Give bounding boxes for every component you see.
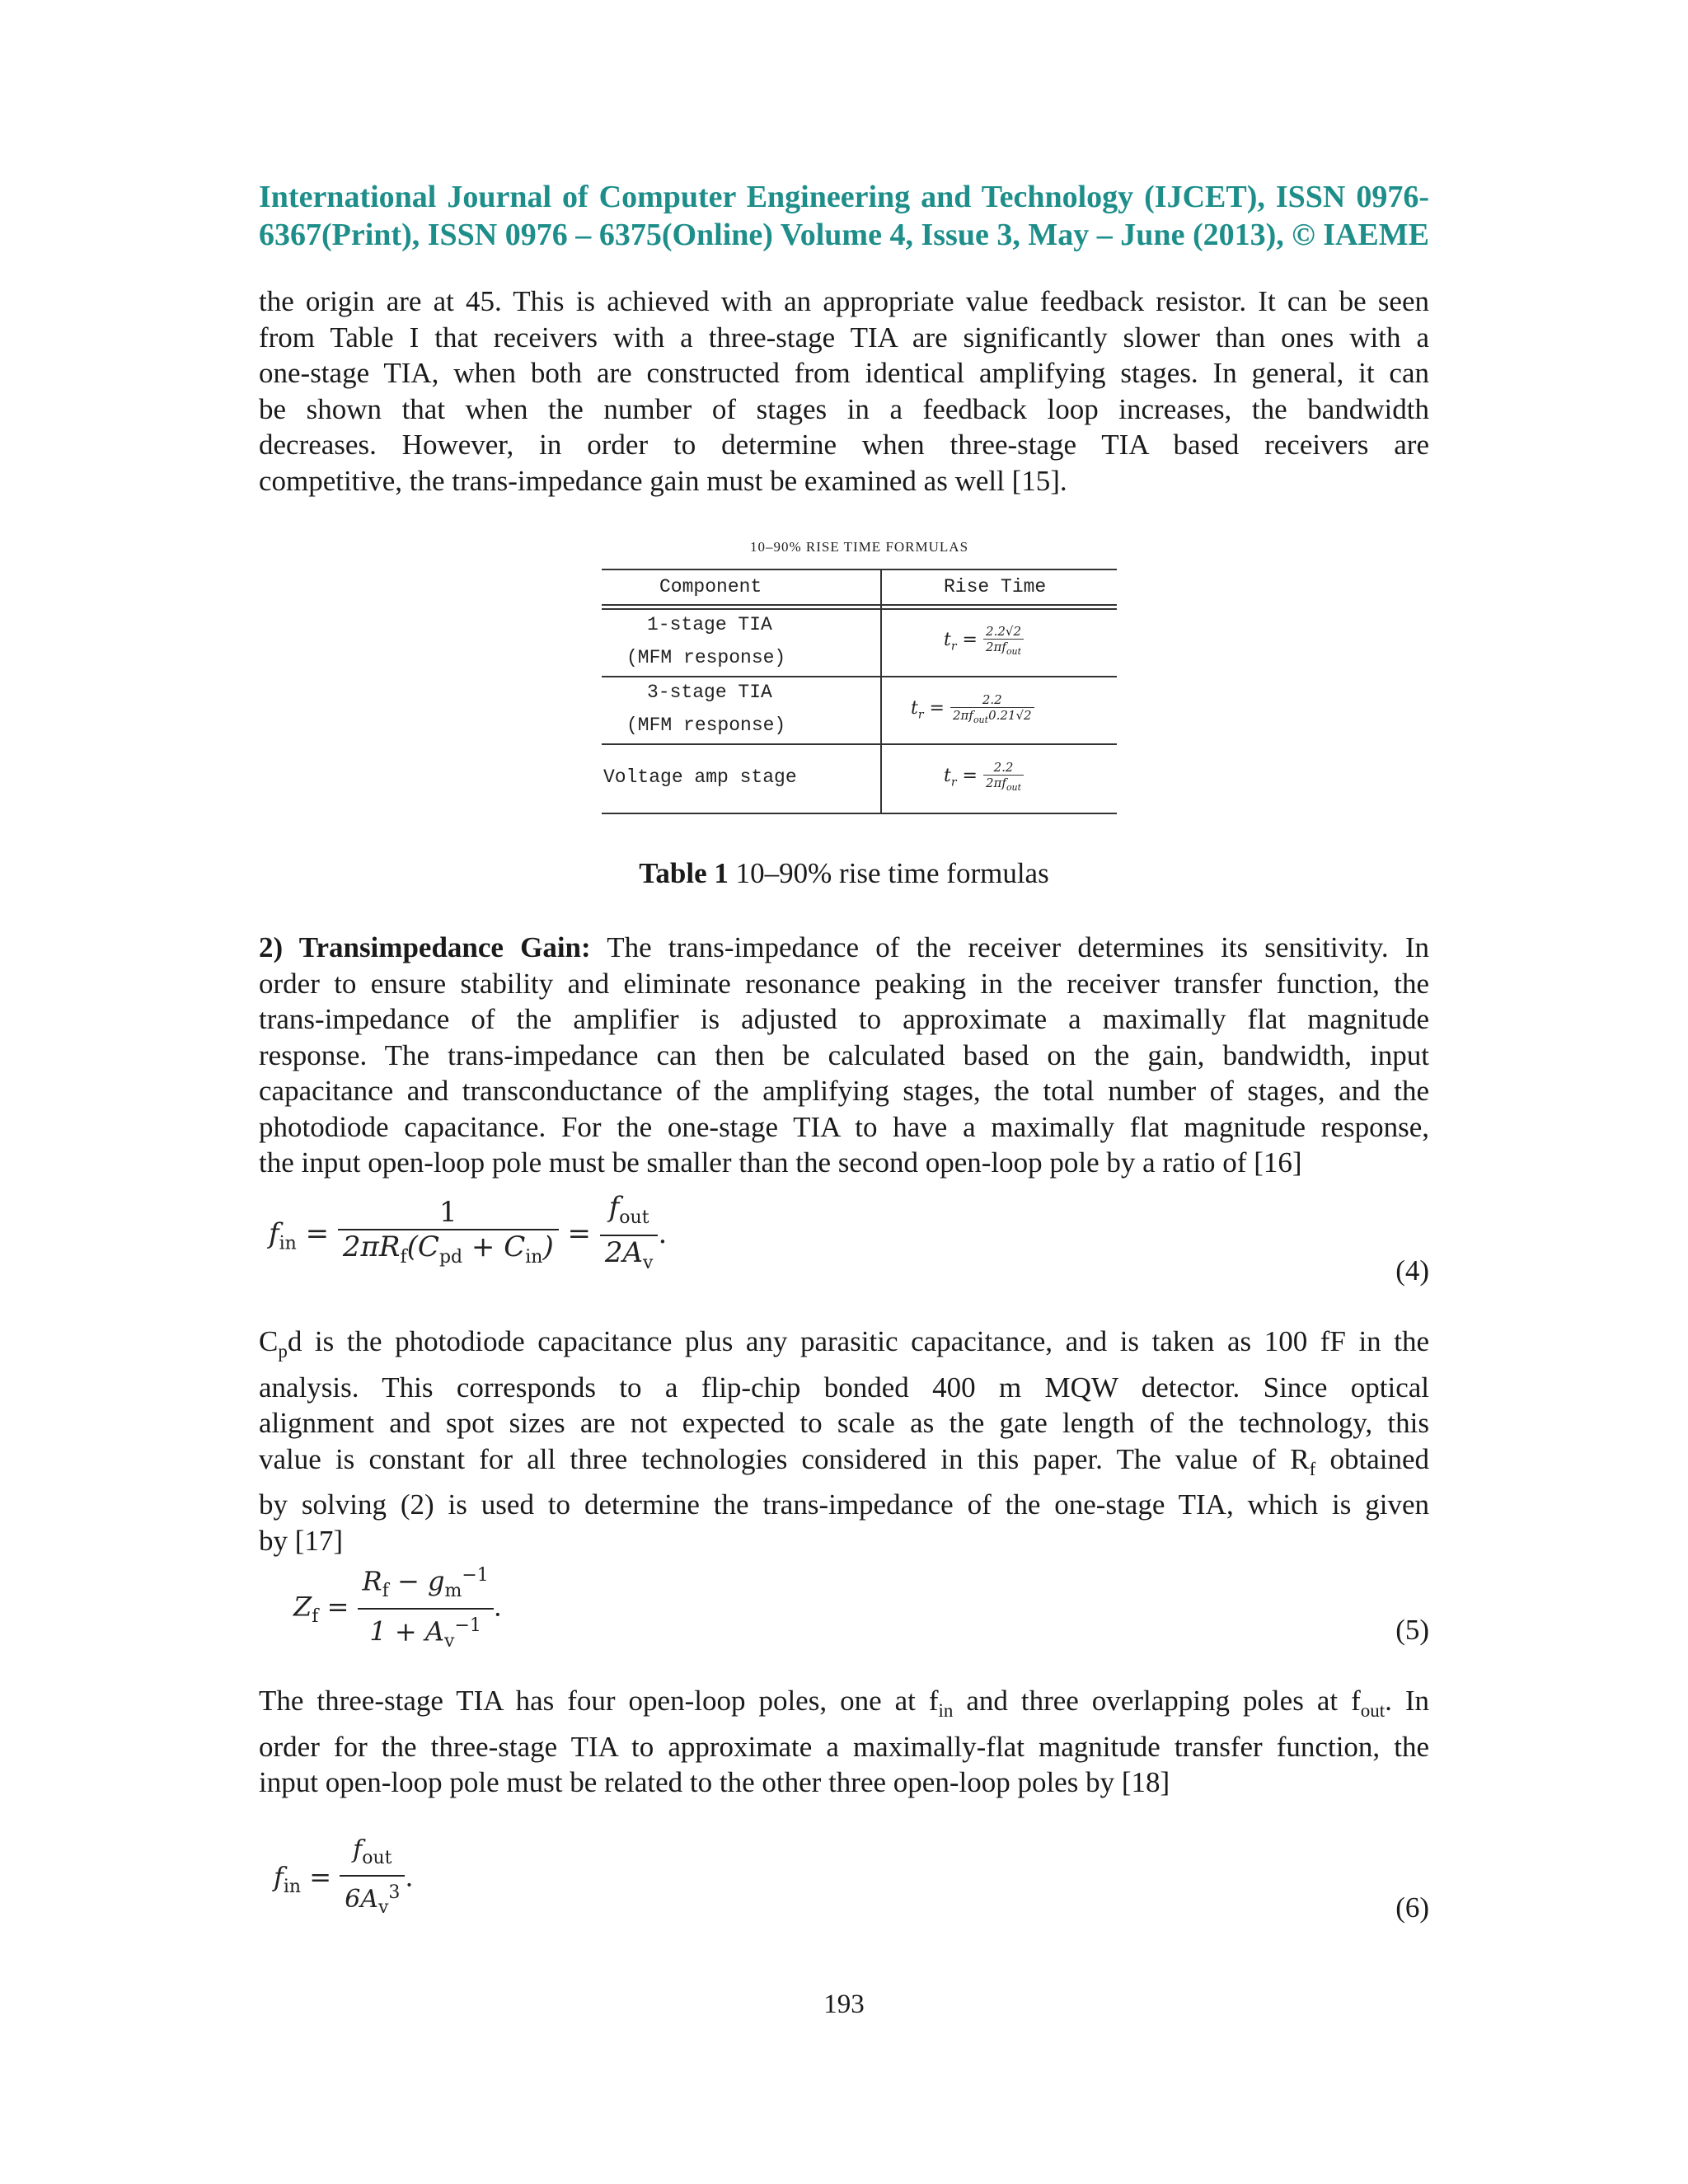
num-sub: m	[444, 1581, 462, 1602]
para-line: by solving (2) is used to determine the trans-impedance of the one-stage TIA, which is given	[259, 1488, 1429, 1521]
table-cell-component: (MFM response)	[626, 715, 786, 736]
den-main: 2πf	[985, 776, 1006, 790]
para-line: order for the three-stage TIA to approximate a maximally-flat magnitude transfer function, the	[259, 1730, 1429, 1763]
eq-fraction	[338, 1196, 559, 1274]
table-column-rule	[880, 569, 882, 814]
section-transimpedance-gain	[259, 930, 1429, 1181]
den-part: 6A	[345, 1885, 378, 1914]
equation-number-4: (4)	[1395, 1254, 1429, 1286]
den-part: )	[542, 1230, 554, 1264]
eq-numerator	[600, 1191, 659, 1236]
eq-numerator: 1	[338, 1196, 559, 1230]
den-part: 2A	[604, 1235, 644, 1269]
den-sub: v	[444, 1631, 455, 1652]
formula-lhs: t	[944, 630, 951, 650]
intro-line: decreases. However, in order to determine when three-stage TIA based receivers are	[259, 429, 1429, 461]
num-part: − g	[388, 1565, 445, 1597]
formula-sub: r	[917, 708, 924, 722]
formula-numerator: 2.2√2	[983, 624, 1024, 640]
formula-fraction	[983, 624, 1024, 657]
intro-line: the origin are at 45. This is achieved with an appropriate value feedback resistor. It can be seen	[259, 285, 1429, 317]
table-cell-component: 1-stage TIA	[647, 614, 772, 635]
table-row-rule	[602, 743, 1117, 745]
cpd-symbol: C	[259, 1325, 279, 1357]
num-sub: out	[619, 1207, 649, 1228]
para-line-text: . In	[1385, 1685, 1430, 1717]
formula-denominator	[983, 776, 1024, 793]
table-caption	[259, 857, 1429, 890]
equation-6: $f_{in}$ = $\frac{f_{out}}{6A_v^3}$ .	[274, 1834, 414, 1924]
equation-number-6: (6)	[1395, 1891, 1429, 1924]
equation-number-5: (5)	[1395, 1614, 1429, 1646]
intro-line: one-stage TIA, when both are constructed from identical amplifying stages. In general, it can	[259, 357, 1429, 389]
table-row-rule	[602, 676, 1117, 677]
section-line: order to ensure stability and eliminate resonance peaking in the receiver transfer function, the	[259, 967, 1429, 1000]
table-caption-label: Table 1	[639, 857, 729, 889]
den-sub: out	[1006, 646, 1022, 657]
formula-numerator: 2.2	[983, 760, 1024, 776]
para-line	[259, 1324, 1429, 1370]
den-sub: f	[400, 1247, 407, 1268]
table-header-component: Component	[659, 576, 762, 598]
section-line-text: The trans-impedance of the receiver determines its sensitivity. In	[590, 931, 1430, 963]
den-tail: 0.21√2	[988, 708, 1032, 723]
para-line-text: obtained	[1315, 1442, 1429, 1475]
formula-fraction	[983, 760, 1024, 793]
para-line: alignment and spot sizes are not expected to scale as the gate length of the technology, this	[259, 1407, 1429, 1439]
intro-paragraph	[259, 284, 1429, 499]
cpd-sub: p	[278, 1341, 288, 1361]
table-cell-formula: $t_r$ = $\frac{2.2√2}{2\pi f_{out}}$	[944, 624, 1024, 657]
eq-fraction	[340, 1834, 405, 1924]
eq-fraction	[358, 1559, 494, 1658]
table-cell-formula: $t_r$ = $\frac{2.2}{2\pi f_{out}0.21√2}$	[911, 692, 1034, 725]
den-sub: out	[973, 715, 989, 725]
formula-denominator	[950, 708, 1034, 725]
fout-sub: out	[1360, 1700, 1386, 1721]
eq-denominator	[358, 1610, 494, 1658]
page-number: 193	[823, 1990, 865, 2019]
formula-numerator: 2.2	[950, 692, 1034, 708]
formula-lhs: t	[944, 766, 951, 786]
section-line	[259, 930, 1429, 966]
para-line: input open-loop pole must be related to the other three open-loop poles by [18]	[259, 1766, 1170, 1798]
eq-denominator	[340, 1877, 405, 1924]
header-line-2: 6367(Print), ISSN 0976 – 6375(Online) Volume 4, Issue 3, May – June (2013), © IAEME	[259, 218, 1429, 252]
table-cell-component: Voltage amp stage	[603, 766, 797, 788]
eq-lhs-sub: f	[312, 1605, 319, 1627]
den-sub: in	[525, 1247, 543, 1268]
section-line: trans-impedance of the amplifier is adjusted to approximate a maximally flat magnitude	[259, 1003, 1429, 1035]
formula-lhs: t	[911, 698, 918, 719]
para-line	[259, 1683, 1429, 1729]
num-sup: −1	[462, 1565, 489, 1586]
table-inner-caption: 10–90% RISE TIME FORMULAS	[749, 539, 969, 555]
table-cell-formula: $t_r$ = $\frac{2.2}{2\pi f_{out}}$	[944, 760, 1024, 793]
equation-4: $f_{in}$ = $\frac{1}{2\pi R_f(C_{pd} + C_{in})}$ = $\frac{f_{out}}{2A_v}$ .	[269, 1191, 667, 1280]
section-heading: 2) Transimpedance Gain:	[259, 931, 591, 963]
table-caption-text: 10–90% rise time formulas	[728, 857, 1049, 889]
table-cell-component: (MFM response)	[626, 647, 786, 668]
den-part: 1 + A	[369, 1615, 445, 1647]
para-line-text: d is the photodiode capacitance plus any parasitic capacitance, and is taken as 100 fF in the	[287, 1325, 1429, 1357]
num-sub: out	[362, 1848, 392, 1868]
eq-fraction	[600, 1191, 659, 1280]
num-sub: f	[382, 1581, 389, 1602]
num-part: R	[362, 1565, 382, 1597]
formula-sub: r	[950, 776, 957, 790]
para-line-text: The three-stage TIA has four open-loop poles, one at f	[259, 1685, 939, 1717]
formula-fraction	[950, 692, 1034, 725]
den-sub: v	[643, 1252, 654, 1273]
den-sub: v	[377, 1897, 389, 1918]
para-line: by [17]	[259, 1524, 344, 1557]
three-stage-paragraph	[259, 1683, 1429, 1801]
eq-lhs-sub: in	[279, 1233, 297, 1254]
para-line: analysis. This corresponds to a flip-chip bonded 400 m MQW detector. Since optical	[259, 1371, 1429, 1404]
formula-sub: r	[950, 640, 957, 654]
den-sup: −1	[454, 1615, 481, 1637]
photodiode-paragraph	[259, 1324, 1429, 1558]
eq-denominator	[600, 1236, 659, 1280]
eq-denominator	[338, 1230, 559, 1274]
formula-denominator	[983, 640, 1024, 657]
intro-line: from Table I that receivers with a three-stage TIA are significantly slower than ones with a	[259, 321, 1429, 354]
journal-header	[259, 178, 1429, 254]
section-line: photodiode capacitance. For the one-stage TIA to have a maximally flat magnitude response,	[259, 1110, 1429, 1143]
para-line-text: value is constant for all three technologies considered in this paper. The value of R	[259, 1442, 1310, 1475]
eq-lhs-sub: in	[283, 1876, 302, 1897]
num-part: f	[353, 1835, 363, 1864]
intro-line: be shown that when the number of stages in a feedback loop increases, the bandwidth	[259, 392, 1429, 425]
den-sub: pd	[438, 1247, 463, 1268]
table-cell-component: 3-stage TIA	[647, 682, 772, 703]
para-line-text: and three overlapping poles at f	[953, 1685, 1361, 1717]
table-top-rule	[602, 569, 1117, 570]
eq-lhs: f	[269, 1216, 279, 1250]
intro-line: competitive, the trans-impedance gain must be examined as well [15].	[259, 464, 1067, 497]
eq-lhs: f	[274, 1861, 284, 1893]
eq-numerator	[358, 1559, 494, 1610]
den-main: 2πf	[985, 640, 1006, 654]
den-part: 2πR	[342, 1230, 401, 1264]
den-main: 2πf	[952, 708, 973, 723]
den-part: + C	[462, 1230, 526, 1264]
section-line: response. The trans-impedance can then be calculated based on the gain, bandwidth, input	[259, 1038, 1429, 1071]
equation-5: $Z_f$ = $\frac{R_f - g_m^{-1}}{1 + A_v^{-1}}$ .	[293, 1559, 502, 1658]
rise-time-table	[602, 569, 1117, 816]
section-line: capacitance and transconductance of the amplifying stages, the total number of stages, and the	[259, 1075, 1429, 1107]
den-sup: 3	[388, 1882, 401, 1903]
den-sub: out	[1006, 782, 1022, 793]
table-header-rise-time: Rise Time	[944, 576, 1047, 598]
table-header-rule	[602, 604, 1117, 606]
section-line: the input open-loop pole must be smaller than the second open-loop pole by a ratio of [16]	[259, 1146, 1302, 1179]
fin-sub: in	[938, 1700, 954, 1721]
table-header-rule-2	[602, 608, 1117, 610]
para-line	[259, 1441, 1429, 1488]
header-line-1: International Journal of Computer Engineering and Technology (IJCET), ISSN 0976-	[259, 180, 1429, 214]
den-part: (C	[406, 1230, 439, 1264]
num-part: f	[608, 1191, 620, 1224]
eq-numerator	[340, 1834, 405, 1877]
rf-sub: f	[1309, 1458, 1316, 1479]
table-bottom-rule	[602, 813, 1117, 814]
eq-lhs: Z	[293, 1591, 312, 1623]
